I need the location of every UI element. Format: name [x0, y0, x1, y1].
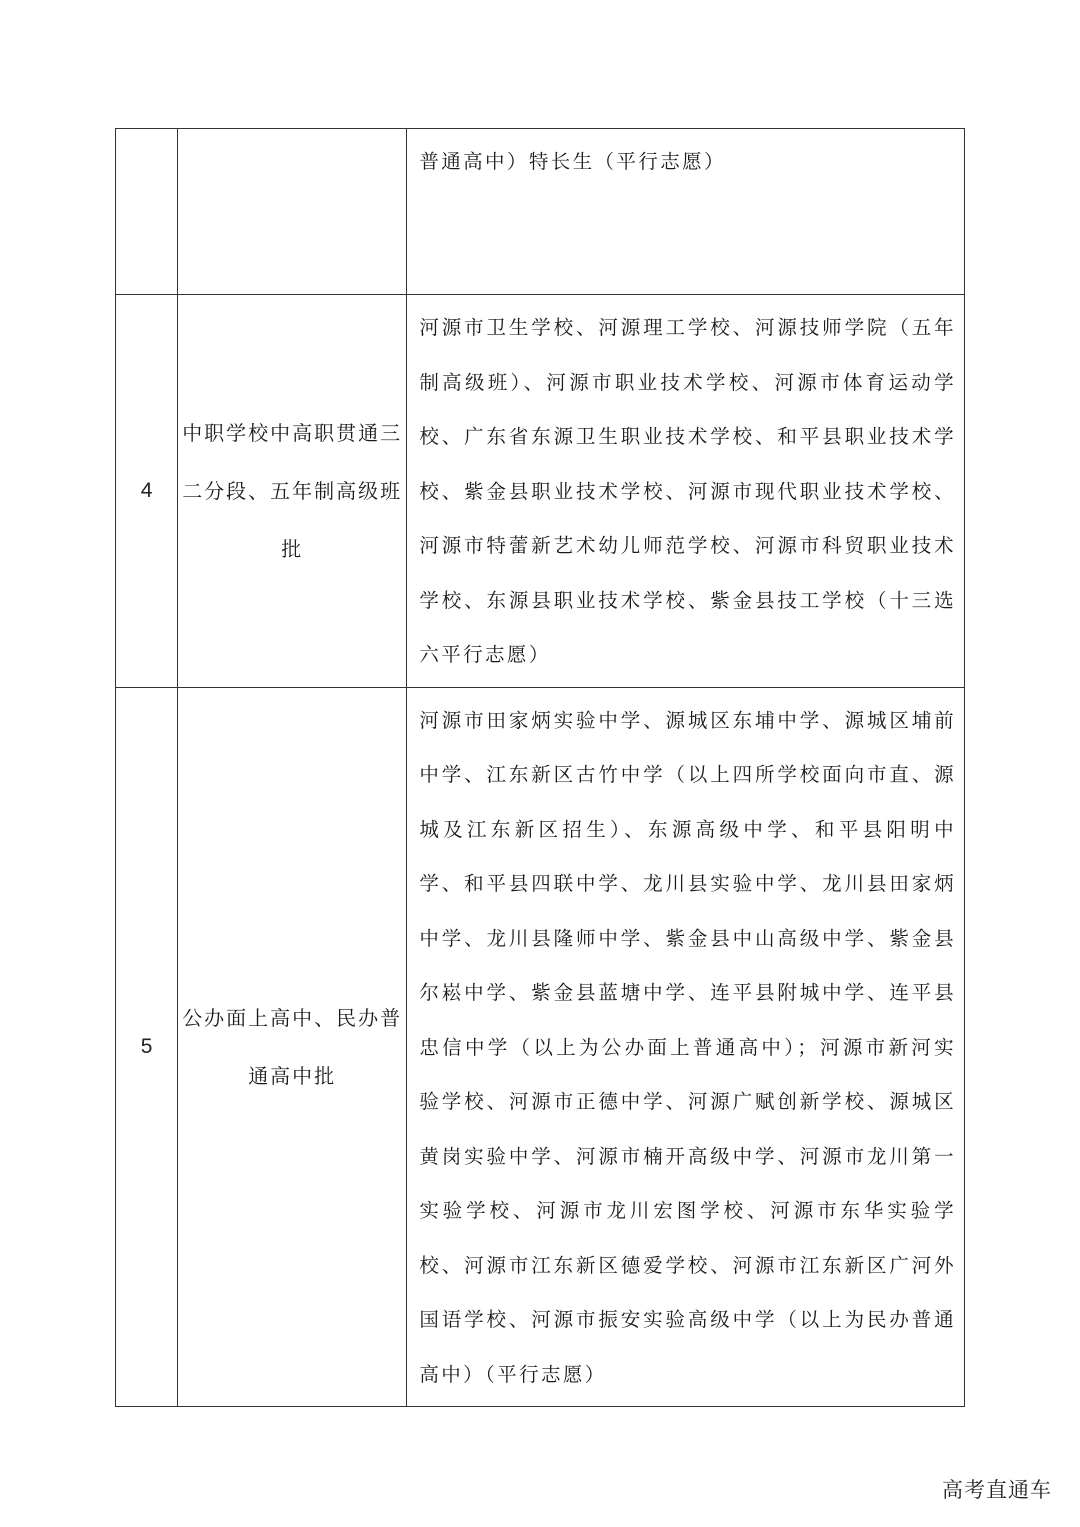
table-row [116, 687, 965, 1407]
table-row [116, 295, 965, 688]
school-list-cell: 河源市田家炳实验中学、源城区东埔中学、源城区埔前中学、江东新区古竹中学（以上四所学校面向市直、源城及江东新区招生）、东源高级中学、和平县阳明中学、和平县四联中学、龙川县实验中学、龙川县田家炳中学、龙川县隆师中学、紫金县中山高级中学、紫金县尔崧中学、紫金县蓝塘中学、连平县附城中学、连平县忠信中学（以上为公办面上普通高中）；河源市新河实验学校、河源市正德中学、河源广赋创新学校、源城区黄岗实验中学、河源市楠开高级中学、河源市龙川第一实验学校、河源市龙川宏图学校、河源市东华实验学校、河源市江东新区德爱学校、河源市江东新区广河外国语学校、河源市振安实验高级中学（以上为民办普通高中）（平行志愿） [407, 687, 965, 1407]
table-row [116, 129, 965, 295]
school-list-cell: 普通高中）特长生（平行志愿） [407, 129, 965, 295]
row-number-cell [116, 129, 178, 295]
admission-batch-table [115, 128, 965, 1407]
source-watermark: 高考直通车 [942, 1478, 1052, 1502]
batch-name-cell [178, 129, 407, 295]
row-number-cell: 4 [116, 295, 178, 688]
batch-name-cell: 公办面上高中、民办普通高中批 [178, 687, 407, 1407]
batch-name-cell: 中职学校中高职贯通三二分段、五年制高级班批 [178, 295, 407, 688]
row-number-cell: 5 [116, 687, 178, 1407]
school-list-cell: 河源市卫生学校、河源理工学校、河源技师学院（五年制高级班）、河源市职业技术学校、河源市体育运动学校、广东省东源卫生职业技术学校、和平县职业技术学校、紫金县职业技术学校、河源市现代职业技术学校、河源市特蕾新艺术幼儿师范学校、河源市科贸职业技术学校、东源县职业技术学校、紫金县技工学校（十三选六平行志愿） [407, 295, 965, 688]
